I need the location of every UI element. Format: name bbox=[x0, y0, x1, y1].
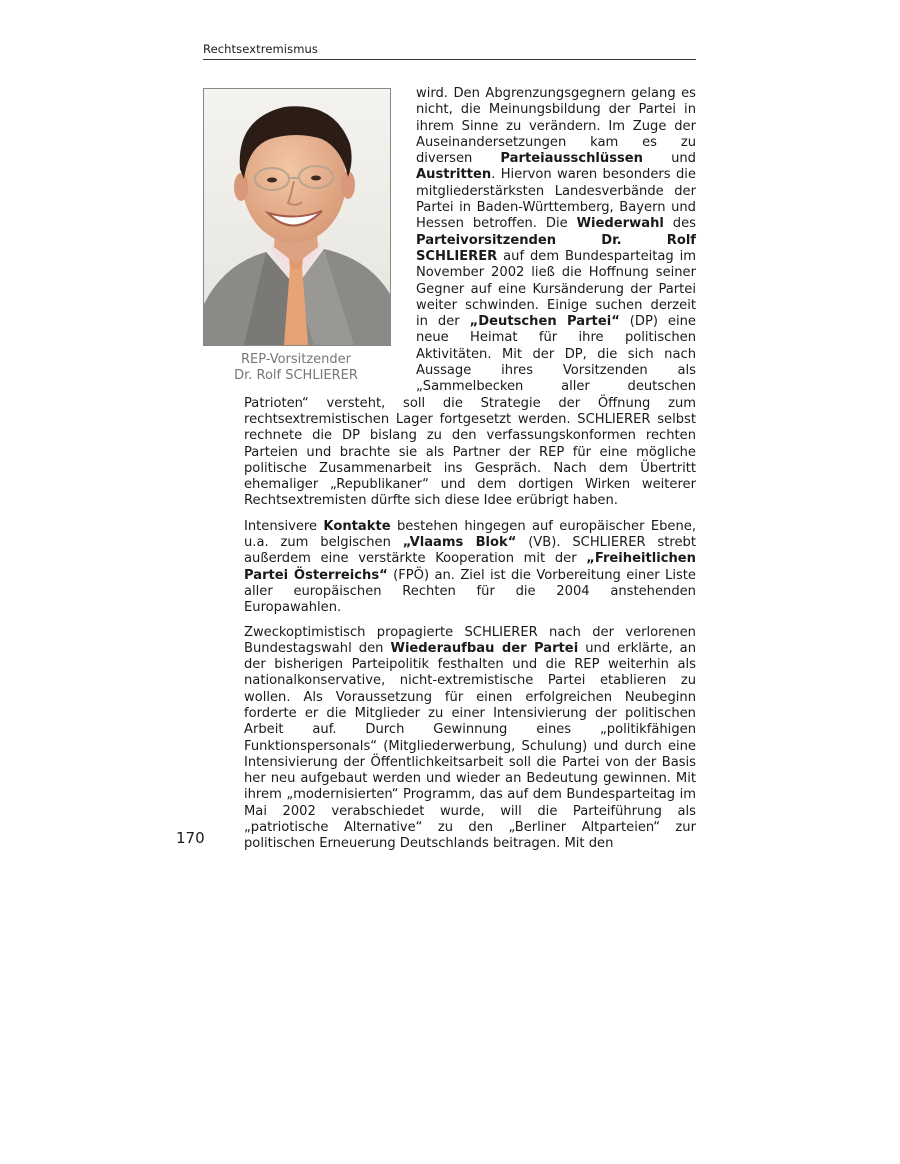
bold-term: Wiederaufbau der Partei bbox=[390, 640, 579, 656]
portrait-photo-icon bbox=[204, 89, 390, 345]
text-run: wird. Den Abgrenzungsgegnern gelang es nicht, die Meinungsbildung der Partei in ihrem Sinne zu verändern. Im Zuge der Auseinandersetzungen kam es zu diversen bbox=[416, 86, 696, 167]
bold-term: Austritten bbox=[416, 167, 492, 183]
text-run: und bbox=[643, 151, 696, 167]
caption-line-2: Dr. Rolf SCHLIERER bbox=[234, 368, 358, 383]
bold-term: „Freiheitlichen Partei Österreichs“ bbox=[244, 551, 696, 583]
text-run: Intensivere bbox=[244, 518, 324, 534]
page-number: 170 bbox=[176, 829, 205, 847]
paragraph bbox=[244, 519, 696, 617]
text-run: auf dem Bundesparteitag im November 2002 ließ die Hoffnung seiner Gegner auf eine Kursänderung der Partei weiter schwinden. Einige suchen derzeit in der bbox=[416, 248, 696, 330]
text-run: (DP) eine neue Heimat für ihre politischen Aktivitäten. Mit der DP, die sich nach Aussage ihres Vorsitzenden als „Sammelbecken aller deutschen Patrioten“ versteht, soll die Strategie der Öffnung zum rechtsextremistischen Lager fortgesetzt werden. SCHLIERER selbst rechnete die DP bislang zu den verfassungskonformen rechten Parteien und brachte sie als Partner der REP für eine mögliche politische Zusammenarbeit ins Gespräch. Nach dem Übertritt ehemaliger „Republikaner“ und dem dortigen Wirken weiterer Rechtsextremisten dürfte sich diese Idee erübrigt haben. bbox=[244, 314, 696, 509]
text-run: Zweckoptimistisch propagierte SCHLIERER nach der verlorenen Bundestagswahl den bbox=[244, 624, 696, 656]
bold-term: Parteivorsitzenden Dr. Rolf SCHLIERER bbox=[416, 232, 696, 264]
photo-caption bbox=[203, 352, 389, 384]
caption-line-1: REP-Vorsitzender bbox=[240, 352, 352, 367]
portrait-photo bbox=[203, 88, 391, 346]
running-header: Rechtsextremismus bbox=[203, 42, 696, 60]
bold-term: Kontakte bbox=[323, 518, 391, 534]
text-run: (VB). SCHLIERER strebt außerdem eine verstärkte Kooperation mit der bbox=[244, 535, 696, 567]
portrait-figure bbox=[203, 86, 403, 384]
body-text bbox=[234, 86, 696, 861]
text-run: . Hiervon waren besonders die mitgliederstärksten Landesverbände der Partei in Baden-Württemberg, Bayern und Hessen betroffen. Die bbox=[416, 167, 696, 232]
paragraph bbox=[244, 625, 696, 853]
text-run: und erklärte, an der bisherigen Parteipolitik festhalten und die REP weiterhin als nationalkonservative, nicht-extremistische Partei etablieren zu wollen. Als Voraussetzung für einen erfolgreichen Neubeginn forderte er die Mitglieder zu einer Intensivierung der politischen Arbeit auf. Durch Gewinnung eines „politikfähigen Funktionspersonals“ (Mitgliederwerbung, Schulung) und durch eine Intensivierung der Öffentlichkeitsarbeit soll die Partei von der Basis her neu aufgebaut werden und wieder an Bedeutung gewinnen. Mit ihrem „modernisierten“ Programm, das auf dem Bundesparteitag im Mai 2002 verabschiedet wurde, will die Parteiführung als „patriotische Alternative“ zu den „Berliner Altparteien“ zur politischen Erneuerung Deutschlands beitragen. Mit den bbox=[244, 640, 696, 852]
bold-term: Wiederwahl bbox=[576, 216, 664, 232]
text-run: bestehen hingegen auf europäischer Ebene, u.a. zum belgischen bbox=[244, 518, 696, 551]
bold-term: Parteiausschlüssen bbox=[500, 151, 643, 167]
bold-term: „Deutschen Partei“ bbox=[469, 314, 620, 330]
text-run: des bbox=[663, 216, 696, 232]
text-run: (FPÖ) an. Ziel ist die Vorbereitung einer Liste aller europäischen Rechten für die 2004 anstehenden Europawahlen. bbox=[244, 567, 696, 616]
bold-term: „Vlaams Blok“ bbox=[402, 535, 517, 551]
